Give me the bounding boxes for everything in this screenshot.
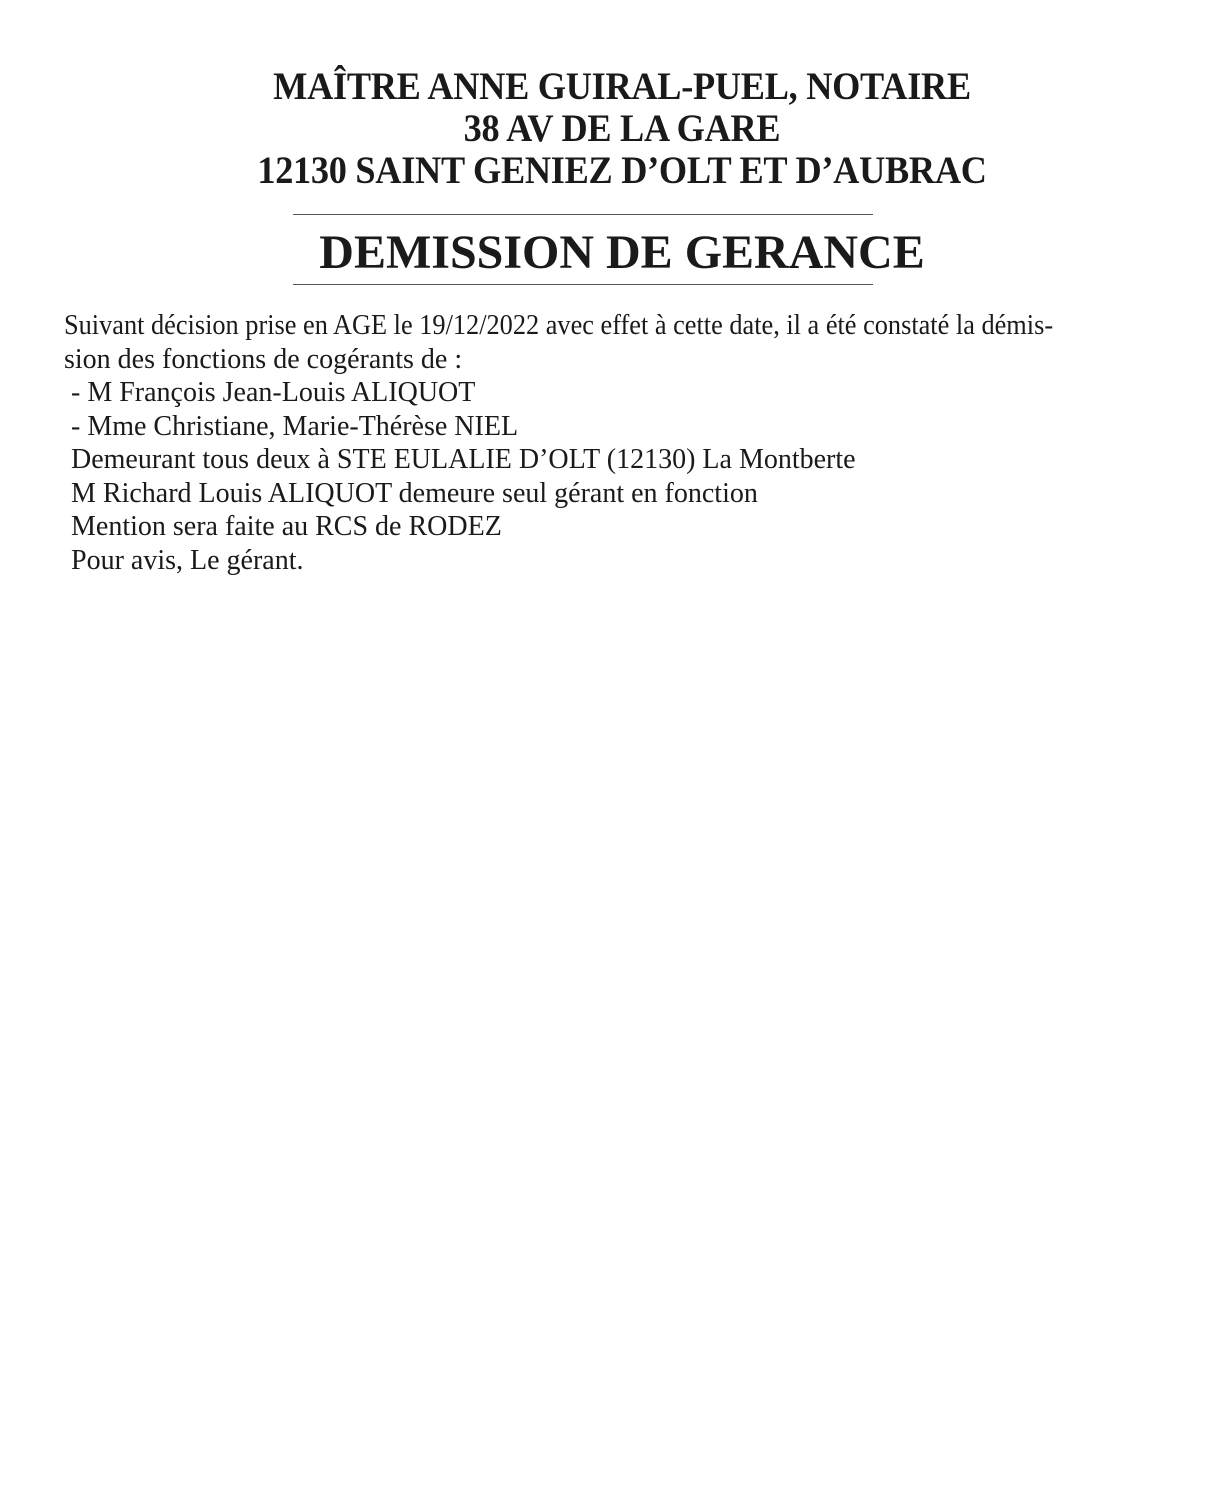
title-top-rule <box>293 214 873 215</box>
body-line: M Richard Louis ALIQUOT demeure seul gérant en fonction <box>71 477 758 509</box>
notice-body <box>64 309 1184 577</box>
notary-name: MAÎTRE ANNE GUIRAL-PUEL, NOTAIRE <box>273 65 971 108</box>
body-line: Demeurant tous deux à STE EULALIE D’OLT (12130) La Montberte <box>71 444 856 475</box>
title-bottom-rule <box>293 284 873 285</box>
notary-street: 38 AV DE LA GARE <box>463 107 781 150</box>
notice-title: DEMISSION DE GERANCE <box>319 226 925 279</box>
body-line: Mention sera faite au RCS de RODEZ <box>71 511 502 542</box>
body-line: - Mme Christiane, Marie-Thérèse NIEL <box>71 410 519 442</box>
body-line: Pour avis, Le gérant. <box>71 544 304 576</box>
body-line: sion des fonctions de cogérants de : <box>64 343 463 375</box>
notary-city: 12130 SAINT GENIEZ D’OLT ET D’AUBRAC <box>257 149 987 192</box>
body-line: Suivant décision prise en AGE le 19/12/2022 avec effet à cette date, il a été constaté la démis- <box>64 310 1054 341</box>
body-line: - M François Jean-Louis ALIQUOT <box>71 377 476 408</box>
notary-header <box>0 66 1228 192</box>
